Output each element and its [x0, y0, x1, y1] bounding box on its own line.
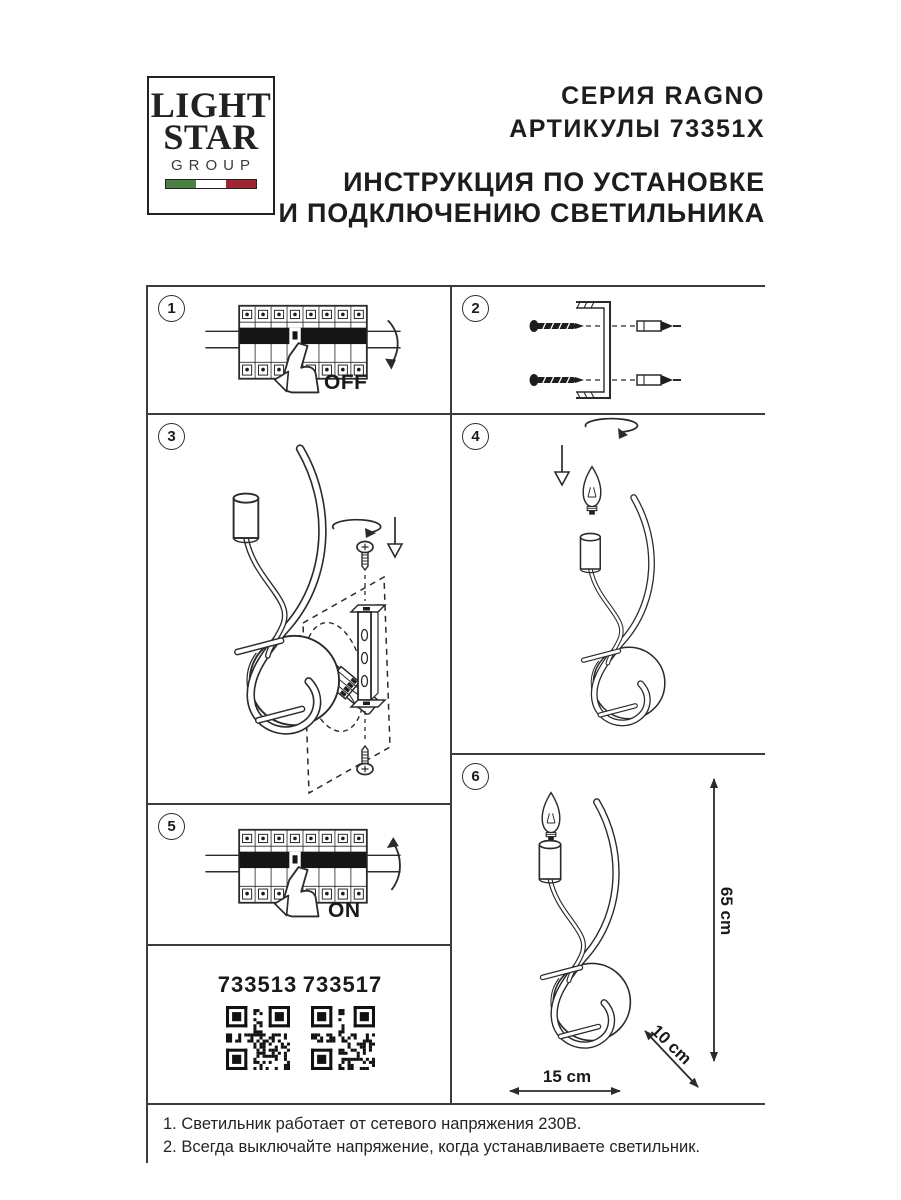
qr-codes-panel [146, 944, 450, 1103]
step-1-panel [146, 285, 450, 413]
height-dimension-label: 65 cm [717, 886, 736, 936]
step-2-panel [450, 285, 765, 413]
lamp-illustration [580, 498, 664, 723]
flag-white [196, 180, 226, 188]
qr-code-right [311, 1006, 375, 1070]
step-1-number-badge: 1 [158, 295, 185, 322]
off-label: OFF [324, 371, 368, 394]
instruction-title [279, 167, 765, 229]
on-label: ON [328, 899, 361, 922]
logo-word-star: STAR [163, 117, 259, 157]
step-3-panel [146, 413, 450, 803]
italian-flag-icon [165, 179, 257, 189]
instruction-title-line1: ИНСТРУКЦИЯ ПО УСТАНОВКЕ [343, 167, 765, 197]
note-line-2: 2. Всегда выключайте напряжение, когда устанавливаете светильник. [163, 1138, 701, 1156]
qr-code-left [226, 1006, 290, 1070]
step-6-panel [450, 753, 765, 1103]
breaker-panel-icon [205, 306, 400, 393]
instruction-title-line2: И ПОДКЛЮЧЕНИЮ СВЕТИЛЬНИКА [278, 198, 765, 228]
qr-block-left [210, 972, 305, 1070]
step-5-panel [146, 803, 450, 944]
screw-anchor-row-bottom [530, 374, 682, 386]
step-4-panel [450, 413, 765, 753]
step-4-number-badge: 4 [462, 423, 489, 450]
screw-top-icon [357, 542, 373, 571]
step-5-number-badge: 5 [158, 813, 185, 840]
down-arrow-icon [555, 445, 569, 485]
flag-green [166, 180, 196, 188]
mounting-illustration [148, 415, 452, 805]
lamp-illustration [234, 449, 339, 731]
rotation-arrow-icon [585, 419, 637, 439]
step-3-number-badge: 3 [158, 423, 185, 450]
article-number-right: 733517 [302, 972, 383, 997]
flag-red [226, 180, 256, 188]
lightstar-logo [147, 76, 275, 215]
bracket-fasteners-illustration [460, 290, 760, 412]
instruction-table [146, 285, 765, 1163]
series-title: СЕРИЯ RAGNO [561, 82, 765, 110]
breaker-panel-icon [205, 830, 400, 917]
step-2-number-badge: 2 [462, 295, 489, 322]
curved-arrow-down-icon [385, 320, 398, 369]
logo-word-light: LIGHT [150, 85, 272, 125]
bulb-icon [542, 793, 560, 841]
breaker-off-illustration [198, 293, 408, 407]
header-text [279, 80, 765, 229]
screw-bottom-icon [357, 746, 373, 775]
curved-arrow-up-icon [387, 837, 400, 890]
rotation-arrow-icon [333, 520, 381, 538]
bulb-icon [583, 467, 601, 515]
depth-dimension-label: 10 cm [647, 1021, 696, 1069]
bulb-install-illustration [452, 415, 767, 755]
screw-anchor-row-top [530, 320, 682, 332]
note-line-1: 1. Светильник работает от сетевого напряжения 230В. [163, 1115, 582, 1133]
mounting-bracket-icon [576, 302, 610, 398]
step-6-number-badge: 6 [462, 763, 489, 790]
notes-panel [146, 1103, 765, 1163]
width-dimension-label: 15 cm [542, 1067, 592, 1086]
qr-block-right [295, 972, 390, 1070]
down-arrow-icon [388, 517, 402, 557]
logo-word-group: GROUP [170, 157, 256, 174]
article-number-left: 733513 [217, 972, 298, 997]
breaker-on-illustration [198, 817, 408, 931]
articles-title: АРТИКУЛЫ 73351X [509, 115, 765, 143]
